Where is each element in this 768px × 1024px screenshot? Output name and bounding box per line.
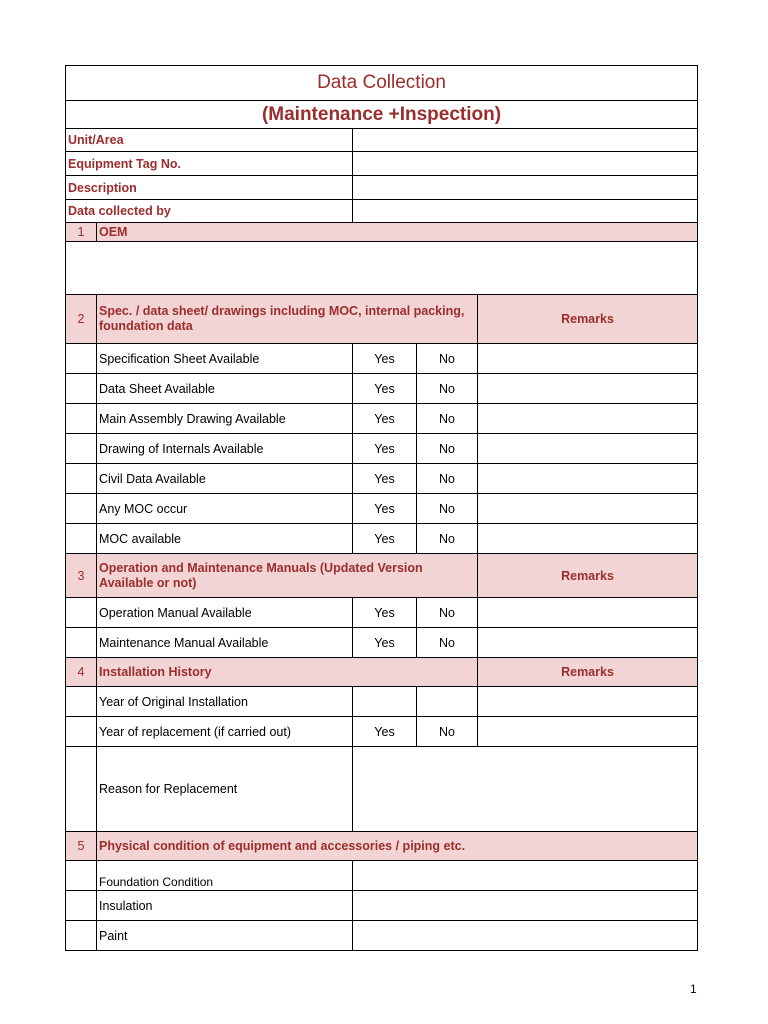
section-number: 1: [66, 223, 97, 242]
no-option[interactable]: No: [417, 434, 478, 464]
section-3-header: [66, 554, 698, 598]
description-label: Description: [66, 176, 353, 200]
item-label: Reason for Replacement: [97, 747, 353, 832]
page-number: 1: [690, 982, 697, 996]
table-row: [66, 687, 698, 717]
equipment-tag-label: Equipment Tag No.: [66, 152, 353, 176]
no-option[interactable]: No: [417, 344, 478, 374]
no-option[interactable]: No: [417, 494, 478, 524]
remarks-field[interactable]: [478, 598, 698, 628]
table-row: [66, 404, 698, 434]
data-collection-form: [65, 65, 698, 951]
item-label: MOC available: [97, 524, 353, 554]
year-input-extra[interactable]: [417, 687, 478, 717]
item-label: Year of replacement (if carried out): [97, 717, 353, 747]
remarks-field[interactable]: [478, 628, 698, 658]
condition-field[interactable]: [353, 861, 698, 891]
section-number: 2: [66, 295, 97, 344]
remarks-header: Remarks: [478, 658, 698, 687]
item-label: Operation Manual Available: [97, 598, 353, 628]
yes-option[interactable]: Yes: [353, 494, 417, 524]
yes-option[interactable]: Yes: [353, 434, 417, 464]
no-option[interactable]: No: [417, 598, 478, 628]
oem-field[interactable]: [66, 242, 698, 295]
equipment-tag-field[interactable]: [353, 152, 698, 176]
yes-option[interactable]: Yes: [353, 598, 417, 628]
year-input[interactable]: [353, 687, 417, 717]
remarks-field[interactable]: [478, 717, 698, 747]
yes-option[interactable]: Yes: [353, 344, 417, 374]
data-collected-by-label: Data collected by: [66, 200, 353, 223]
table-row: [66, 524, 698, 554]
table-row: [66, 717, 698, 747]
item-label: Drawing of Internals Available: [97, 434, 353, 464]
section-4-header: [66, 658, 698, 687]
section-5-header: [66, 832, 698, 861]
item-label: Civil Data Available: [97, 464, 353, 494]
yes-option[interactable]: Yes: [353, 404, 417, 434]
remarks-field[interactable]: [478, 434, 698, 464]
no-option[interactable]: No: [417, 717, 478, 747]
remarks-field[interactable]: [478, 464, 698, 494]
item-label: Main Assembly Drawing Available: [97, 404, 353, 434]
section-title: Installation History: [97, 658, 478, 687]
section-title: Physical condition of equipment and accessories / piping etc.: [97, 832, 698, 861]
unit-area-field[interactable]: [353, 129, 698, 152]
condition-field[interactable]: [353, 891, 698, 921]
item-label: Maintenance Manual Available: [97, 628, 353, 658]
description-field[interactable]: [353, 176, 698, 200]
form-title: Data Collection: [66, 66, 698, 101]
remarks-header: Remarks: [478, 554, 698, 598]
item-label: Paint: [97, 921, 353, 951]
yes-option[interactable]: Yes: [353, 374, 417, 404]
remarks-field[interactable]: [478, 344, 698, 374]
section-title: Spec. / data sheet/ drawings including MOC, internal packing, foundation data: [97, 295, 478, 344]
item-label: Specification Sheet Available: [97, 344, 353, 374]
item-label: Any MOC occur: [97, 494, 353, 524]
yes-option[interactable]: Yes: [353, 717, 417, 747]
section-number: 4: [66, 658, 97, 687]
yes-option[interactable]: Yes: [353, 464, 417, 494]
table-row: [66, 598, 698, 628]
remarks-field[interactable]: [478, 374, 698, 404]
section-2-header: [66, 295, 698, 344]
item-label: Year of Original Installation: [97, 687, 353, 717]
remarks-field[interactable]: [478, 687, 698, 717]
section-title: Operation and Maintenance Manuals (Updated Version Available or not): [97, 554, 478, 598]
form-subtitle: (Maintenance +Inspection): [66, 101, 698, 129]
section-title: OEM: [97, 223, 698, 242]
remarks-field[interactable]: [478, 404, 698, 434]
no-option[interactable]: No: [417, 524, 478, 554]
section-number: 3: [66, 554, 97, 598]
table-row: [66, 747, 698, 832]
no-option[interactable]: No: [417, 628, 478, 658]
table-row: [66, 494, 698, 524]
item-label: Data Sheet Available: [97, 374, 353, 404]
table-row: [66, 921, 698, 951]
no-option[interactable]: No: [417, 464, 478, 494]
table-row: [66, 628, 698, 658]
data-collected-by-field[interactable]: [353, 200, 698, 223]
table-row: [66, 464, 698, 494]
remarks-field[interactable]: [478, 494, 698, 524]
yes-option[interactable]: Yes: [353, 524, 417, 554]
yes-option[interactable]: Yes: [353, 628, 417, 658]
item-label: Insulation: [97, 891, 353, 921]
section-number: 5: [66, 832, 97, 861]
remarks-field[interactable]: [478, 524, 698, 554]
table-row: [66, 891, 698, 921]
item-label: Foundation Condition: [97, 861, 353, 891]
table-row: [66, 374, 698, 404]
table-row: [66, 344, 698, 374]
condition-field[interactable]: [353, 921, 698, 951]
table-row: [66, 861, 698, 891]
section-1-header: [66, 223, 698, 242]
table-row: [66, 434, 698, 464]
remarks-header: Remarks: [478, 295, 698, 344]
no-option[interactable]: No: [417, 374, 478, 404]
unit-area-label: Unit/Area: [66, 129, 353, 152]
reason-field[interactable]: [353, 747, 698, 832]
no-option[interactable]: No: [417, 404, 478, 434]
